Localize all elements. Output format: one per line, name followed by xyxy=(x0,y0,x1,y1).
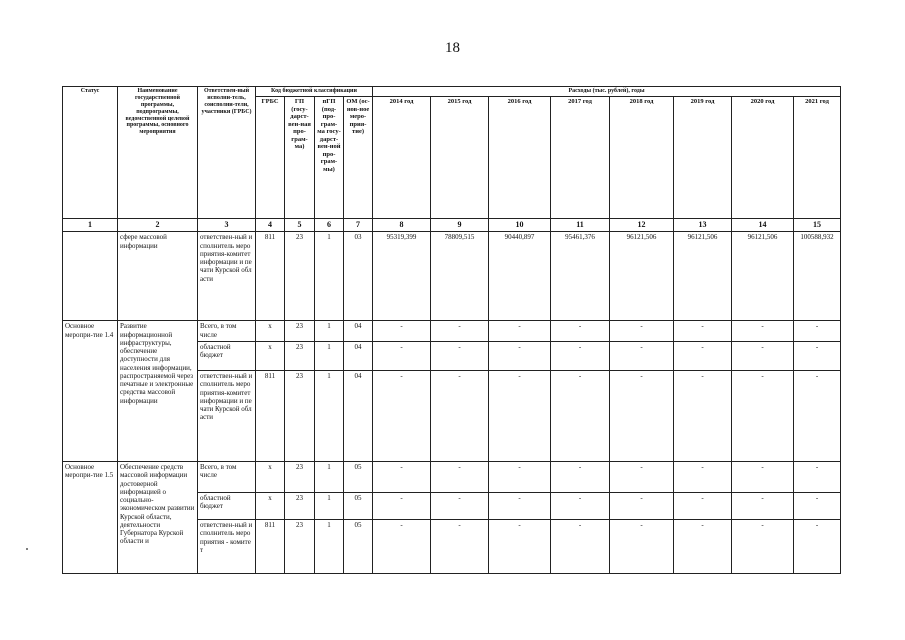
row-value: - xyxy=(373,493,431,520)
table-row xyxy=(63,462,841,493)
row-pgp: 1 xyxy=(315,232,344,321)
scan-dot-mark xyxy=(26,548,28,550)
column-number: 8 xyxy=(373,219,431,232)
row-value: - xyxy=(610,342,674,371)
row-value: - xyxy=(610,371,674,462)
row-responsible: ответствен-ный исполнитель мероприятия-комитет информации и печати Курской области xyxy=(198,232,256,321)
column-number: 15 xyxy=(794,219,841,232)
row-pgp: 1 xyxy=(315,371,344,462)
row-om: 04 xyxy=(344,371,373,462)
row-gp: 23 xyxy=(285,342,315,371)
row-responsible: ответствен-ный исполнитель мероприятия-комитет информации и печати Курской области xyxy=(198,371,256,462)
row-value: - xyxy=(489,493,551,520)
header-row-top xyxy=(63,87,841,97)
row-value: - xyxy=(794,321,841,342)
header-year: 2015 год xyxy=(431,97,489,219)
header-gp: ГП (госу-дарст-вен-ная про-грам-ма) xyxy=(285,97,315,219)
group-name: Обеспечение средств массовой информации достоверной информацией о социально-экономическом развитии Курской области, деятельности Губернатора Курской области и xyxy=(118,462,198,574)
row-value: - xyxy=(431,520,489,574)
row-value: - xyxy=(431,371,489,462)
row-value: - xyxy=(732,371,794,462)
row-value: - xyxy=(610,520,674,574)
row-value: - xyxy=(794,342,841,371)
row-value: - xyxy=(794,493,841,520)
row-value: - xyxy=(489,520,551,574)
header-year: 2018 год xyxy=(610,97,674,219)
row-value: - xyxy=(732,462,794,493)
row-value: - xyxy=(373,462,431,493)
row-om: 05 xyxy=(344,493,373,520)
group-status: Основное меропри-тие 1.4 xyxy=(63,321,118,462)
row-value: - xyxy=(551,342,610,371)
row-pgp: 1 xyxy=(315,462,344,493)
row-om: 05 xyxy=(344,520,373,574)
row-value: - xyxy=(551,462,610,493)
row-status xyxy=(63,232,118,321)
header-om: ОМ (ос-нов-ное меро-прия-тие) xyxy=(344,97,373,219)
row-value: - xyxy=(431,321,489,342)
row-responsible: областной бюджет xyxy=(198,493,256,520)
header-year: 2019 год xyxy=(674,97,732,219)
row-pgp: 1 xyxy=(315,493,344,520)
row-gp: 23 xyxy=(285,321,315,342)
column-number: 10 xyxy=(489,219,551,232)
row-value: - xyxy=(794,520,841,574)
row-value: - xyxy=(551,321,610,342)
row-value: - xyxy=(489,321,551,342)
row-value: - xyxy=(431,493,489,520)
row-grbs: x xyxy=(256,321,285,342)
row-value: - xyxy=(373,371,431,462)
row-value: - xyxy=(610,462,674,493)
header-year: 2016 год xyxy=(489,97,551,219)
row-value: 95319,399 xyxy=(373,232,431,321)
column-number: 5 xyxy=(285,219,315,232)
row-value: - xyxy=(794,462,841,493)
row-value: 100588,932 xyxy=(794,232,841,321)
header-responsible: Ответствен-ный исполни-тель, соисполни-тели, участники (ГРБС) xyxy=(198,87,256,219)
row-value: - xyxy=(373,321,431,342)
row-grbs: 811 xyxy=(256,520,285,574)
column-number: 11 xyxy=(551,219,610,232)
row-pgp: 1 xyxy=(315,520,344,574)
header-year: 2020 год xyxy=(732,97,794,219)
row-gp: 23 xyxy=(285,232,315,321)
row-pgp: 1 xyxy=(315,321,344,342)
row-om: 03 xyxy=(344,232,373,321)
column-number: 7 xyxy=(344,219,373,232)
row-value: - xyxy=(431,462,489,493)
page-number: 18 xyxy=(445,40,460,56)
column-number: 6 xyxy=(315,219,344,232)
row-value: - xyxy=(674,342,732,371)
row-value: - xyxy=(674,462,732,493)
row-gp: 23 xyxy=(285,520,315,574)
row-value: 90440,897 xyxy=(489,232,551,321)
row-value: 96121,506 xyxy=(732,232,794,321)
row-responsible: Всего, в том числе xyxy=(198,462,256,493)
row-responsible: Всего, в том числе xyxy=(198,321,256,342)
row-value: - xyxy=(732,493,794,520)
table-row xyxy=(63,232,841,321)
row-value: - xyxy=(732,321,794,342)
row-value: - xyxy=(551,520,610,574)
table-row xyxy=(63,321,841,342)
group-status: Основное меропри-тие 1.5 xyxy=(63,462,118,574)
column-number: 13 xyxy=(674,219,732,232)
row-value: - xyxy=(489,371,551,462)
column-number: 12 xyxy=(610,219,674,232)
row-value: - xyxy=(373,342,431,371)
row-value: - xyxy=(674,520,732,574)
row-om: 04 xyxy=(344,342,373,371)
header-year: 2021 год xyxy=(794,97,841,219)
row-name: сфере массовой информации xyxy=(118,232,198,321)
header-year: 2014 год xyxy=(373,97,431,219)
row-value: - xyxy=(373,520,431,574)
row-value: - xyxy=(732,342,794,371)
row-om: 04 xyxy=(344,321,373,342)
row-value: - xyxy=(674,321,732,342)
row-value: - xyxy=(674,493,732,520)
row-gp: 23 xyxy=(285,493,315,520)
column-number: 3 xyxy=(198,219,256,232)
column-number-row xyxy=(63,219,841,232)
row-value: - xyxy=(794,371,841,462)
row-value: - xyxy=(732,520,794,574)
column-number: 2 xyxy=(118,219,198,232)
row-pgp: 1 xyxy=(315,342,344,371)
header-grbs: ГРБС xyxy=(256,97,285,219)
row-value: 96121,506 xyxy=(610,232,674,321)
row-value: 95461,376 xyxy=(551,232,610,321)
budget-table xyxy=(62,86,841,574)
column-number: 9 xyxy=(431,219,489,232)
group-name: Развитие информационной инфраструктуры, обеспечение доступности для населения информации, распространяемой через печатные и электронные средства массовой информации xyxy=(118,321,198,462)
row-grbs: x xyxy=(256,342,285,371)
row-value: - xyxy=(489,342,551,371)
row-grbs: 811 xyxy=(256,371,285,462)
header-pgp: пГП (под-про-грам-ма госу-дарст-вен-ной про-грам-мы) xyxy=(315,97,344,219)
header-expenses-group: Расходы (тыс. рублей), годы xyxy=(373,87,841,97)
row-value: - xyxy=(431,342,489,371)
row-om: 05 xyxy=(344,462,373,493)
header-name: Наименование государственной программы, подпрограммы, ведомственной целевой программы, основного мероприятия xyxy=(118,87,198,219)
header-budget-code-group: Код бюджетной классификации xyxy=(256,87,373,97)
row-gp: 23 xyxy=(285,371,315,462)
row-value: - xyxy=(610,321,674,342)
row-value: - xyxy=(551,493,610,520)
row-gp: 23 xyxy=(285,462,315,493)
row-responsible: областной бюджет xyxy=(198,342,256,371)
column-number: 4 xyxy=(256,219,285,232)
row-grbs: x xyxy=(256,462,285,493)
row-grbs: 811 xyxy=(256,232,285,321)
row-value: - xyxy=(674,371,732,462)
row-responsible: ответствен-ный исполнитель мероприятия - комитет xyxy=(198,520,256,574)
header-year: 2017 год xyxy=(551,97,610,219)
column-number: 1 xyxy=(63,219,118,232)
row-value: - xyxy=(610,493,674,520)
row-grbs: x xyxy=(256,493,285,520)
column-number: 14 xyxy=(732,219,794,232)
row-value: 78809,515 xyxy=(431,232,489,321)
header-status: Статус xyxy=(63,87,118,219)
row-value: - xyxy=(551,371,610,462)
row-value: 96121,506 xyxy=(674,232,732,321)
row-value: - xyxy=(489,462,551,493)
